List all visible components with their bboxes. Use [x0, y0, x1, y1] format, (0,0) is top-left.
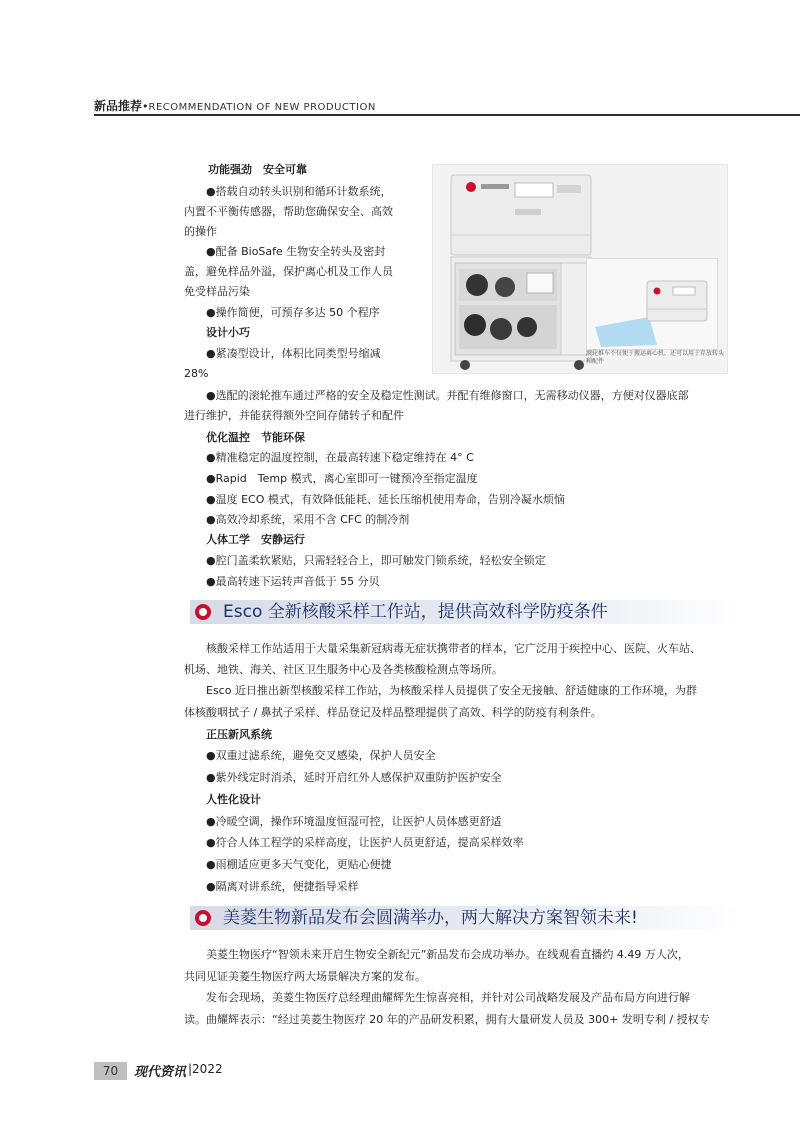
- magazine-logo: 现代资讯: [134, 1065, 187, 1080]
- bullet-compact: ●紧凑型设计，体积比同类型号缩减: [206, 347, 381, 360]
- paragraph-line: 核酸采样工作站适用于大量采集新冠病毒无症状携带者的样本，它广泛用于疾控中心、医院、火车站、: [206, 642, 701, 655]
- issue-year-value: 2022: [192, 1062, 223, 1076]
- section-title-meiling: 美菱生物新品发布会圆满举办，两大解决方案智领未来!: [223, 908, 638, 928]
- header-title-cn: 新品推荐: [94, 99, 143, 113]
- bullet-canopy: ●雨棚适应更多天气变化，更贴心便捷: [206, 858, 392, 871]
- subheading-temperature: 优化温控 节能环保: [206, 431, 305, 444]
- paragraph-line: 发布会现场，美菱生物医疗总经理曲耀辉先生惊喜亮相，并针对公司战略发展及产品布局方向进行解: [206, 991, 690, 1004]
- text-line: 的操作: [184, 225, 217, 238]
- bullet-noise: ●最高转速下运转声音低于 55 分贝: [206, 575, 380, 588]
- subheading-humanized: 人性化设计: [206, 793, 261, 806]
- bullet-cart: ●选配的滚轮推车通过严格的安全及稳定性测试。并配有维修窗口，无需移动仪器，方便对仪器底部: [206, 389, 689, 402]
- header-separator: •: [142, 100, 149, 113]
- subheading-ventilation: 正压新风系统: [206, 728, 272, 741]
- bullet-temp-control: ●精准稳定的温度控制，在最高转速下稳定维持在 4° C: [206, 451, 474, 464]
- bullet-filtration: ●双重过滤系统，避免交叉感染，保护人员安全: [206, 749, 436, 762]
- bullet-aircon: ●冷暖空调，操作环境温度恒湿可控，让医护人员体感更舒适: [206, 815, 502, 828]
- text-line: 盖，避免样品外溢，保护离心机及工作人员: [184, 265, 393, 278]
- inset-photo: [586, 258, 718, 350]
- page-number: 70: [94, 1062, 127, 1080]
- text-line: 内置不平衡传感器，帮助您确保安全、高效: [184, 205, 393, 218]
- bullet-door-lock: ●腔门盖柔软紧贴，只需轻轻合上，即可触发门锁系统，轻松安全锁定: [206, 554, 546, 567]
- text-line: 免受样品污染: [184, 285, 250, 298]
- bullet-intercom: ●隔离对讲系统，便捷指导采样: [206, 880, 359, 893]
- bullet-programs: ●操作简便，可预存多达 50 个程序: [206, 306, 380, 319]
- bullet-cooling: ●高效冷却系统，采用不含 CFC 的制冷剂: [206, 513, 410, 526]
- subheading-ergonomics: 人体工学 安静运行: [206, 533, 305, 546]
- bullet-rapid-temp: ●Rapid Temp 模式，离心室即可一键预冷至指定温度: [206, 472, 478, 485]
- text-line: 进行维护，并能获得额外空间存储转子和配件: [184, 409, 404, 422]
- paragraph-line: 共同见证美菱生物医疗两大场景解决方案的发布。: [184, 970, 426, 983]
- paragraph-line: 体核酸咽拭子 / 鼻拭子采样、样品登记及样品整理提供了高效、科学的防疫有利条件。: [184, 706, 602, 719]
- bullet-rotor-id: ●搭载自动转头识别和循环计数系统，: [206, 185, 392, 198]
- issue-year: |2022: [188, 1062, 223, 1076]
- subheading-compact: 设计小巧: [206, 326, 250, 339]
- subheading-performance: 功能强劲 安全可靠: [208, 163, 307, 176]
- running-header: [94, 97, 376, 114]
- bullet-height: ●符合人体工程学的采样高度，让医护人员更舒适，提高采样效率: [206, 836, 524, 849]
- header-title-en: RECOMMENDATION OF NEW PRODUCTION: [148, 102, 376, 113]
- text-line: 28%: [184, 367, 209, 380]
- paragraph-line: 美菱生物医疗“智领未来开启生物安全新纪元”新品发布会成功举办。在线观看直播约 4.49 万人次，: [206, 948, 689, 961]
- section-title-esco: Esco 全新核酸采样工作站，提供高效科学防疫条件: [223, 602, 608, 622]
- section-marker-icon: [195, 910, 211, 926]
- section-marker-icon: [195, 604, 211, 620]
- benchtop-centrifuge-illustration: [587, 259, 717, 349]
- figure-caption: 滚轮推车不仅便于搬运离心机，还可以用于存放转头和配件: [586, 350, 725, 365]
- header-rule: [94, 114, 800, 116]
- bullet-biosafe: ●配备 BioSafe 生物安全转头及密封: [206, 245, 386, 258]
- paragraph-line: 读。曲耀辉表示：“经过美菱生物医疗 20 年的产品研发积累，拥有大量研发人员及 300+ 发明专利 / 授权专: [184, 1013, 710, 1026]
- paragraph-line: 机场、地铁、海关、社区卫生服务中心及各类核酸检测点等场所。: [184, 663, 503, 676]
- paragraph-line: Esco 近日推出新型核酸采样工作站，为核酸采样人员提供了安全无接触、舒适健康的工作环境，为群: [206, 684, 697, 697]
- bullet-uv: ●紫外线定时消杀，延时开启红外人感保护双重防护医护安全: [206, 771, 502, 784]
- bullet-eco-mode: ●温度 ECO 模式，有效降低能耗、延长压缩机使用寿命，告别冷凝水烦恼: [206, 493, 565, 506]
